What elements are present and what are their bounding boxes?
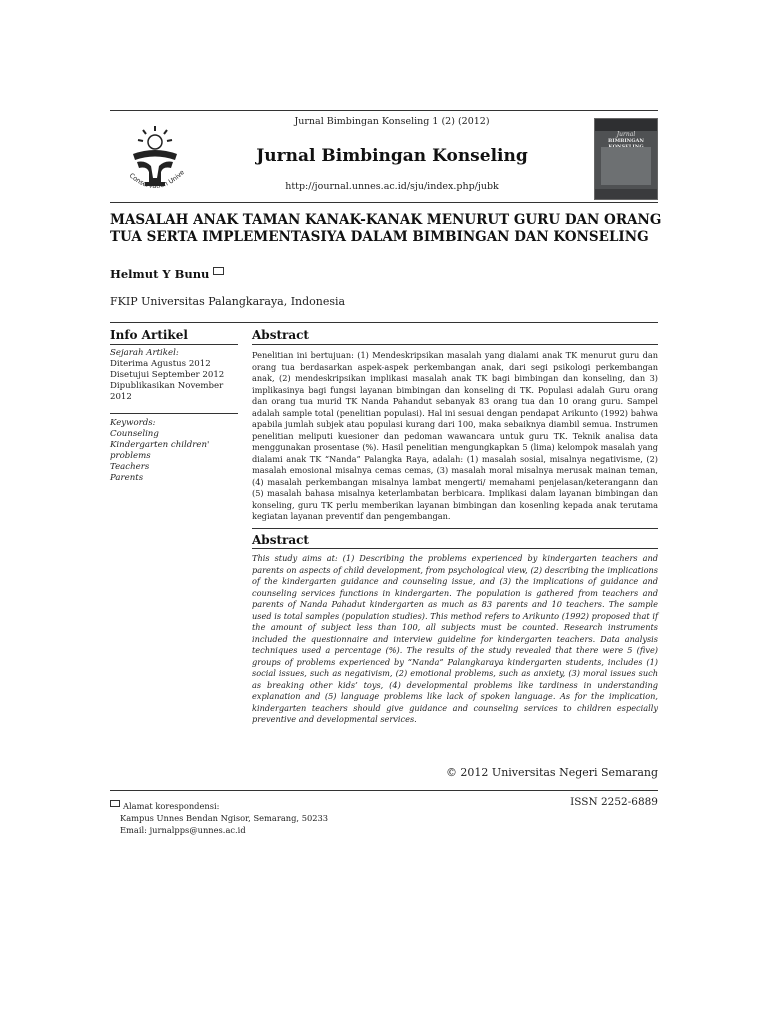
article-title-line1: MASALAH ANAK TAMAN KANAK-KANAK MENURUT GURU DAN ORANG bbox=[110, 212, 662, 228]
author bbox=[110, 267, 224, 281]
abstract-en-text: This study aims at: (1) Describing the problems experienced by kindergarten teachers and parents on aspects of child development, from psychological view, (2) describing the implications of the kindergarten guidance and counseling issue, and (3) the implications of guidance and counseling services functions in kindergarten. The population is gathered from teachers and parents of Nanda Pahadut kindergarten as much as 83 parents and 10 teachers. The sample used is total samples (population studies). This method refers to Arikunto (1992) proposed that if the amount of subject less than 100, all subjects must be counted. Research instruments included the questionnaire and interview guideline for kindergarten teachers. Data analysis techniques used a percentage (%). The results of the study revealed that there were 5 (five) groups of problems experienced by “Nanda” Palangkaraya kindergarten students, includes (1) social issues, such as negativism, (2) emotional problems, such as anxiety, (3) moral issues such as breaking other kids’ toys, (4) developmental problems like tardiness in understanding explanation and (5) language problems like lack of spoken language. As for the implication, kindergarten teachers should give guidance and counseling services to children especially preventive and developmental services. bbox=[252, 553, 658, 724]
header-rule bbox=[110, 202, 658, 203]
article-title-line2: TUA SERTA IMPLEMENTASIYA DALAM BIMBINGAN DAN KONSELING bbox=[110, 229, 649, 245]
history-rule bbox=[110, 413, 238, 414]
correspondence-address: Kampus Unnes Bendan Ngisor, Semarang, 50233 bbox=[120, 813, 329, 823]
abstract-divider bbox=[252, 528, 658, 529]
approved-date: Disetujui September 2012 bbox=[110, 370, 225, 380]
article-title bbox=[110, 212, 670, 246]
journal-title: Jurnal Bimbingan Konseling bbox=[256, 146, 528, 166]
published-date: Dipublikasikan November bbox=[110, 381, 224, 391]
info-underline bbox=[110, 344, 238, 345]
abstract-en-heading: Abstract bbox=[252, 533, 309, 547]
section-rule bbox=[110, 322, 658, 323]
keywords bbox=[110, 418, 209, 484]
keyword-item: Parents bbox=[110, 473, 144, 483]
university-logo bbox=[115, 120, 195, 200]
envelope-icon bbox=[213, 267, 224, 275]
author-name: Helmut Y Bunu bbox=[110, 267, 210, 281]
issn: ISSN 2252-6889 bbox=[570, 796, 658, 808]
top-rule bbox=[110, 110, 658, 111]
footer-rule bbox=[110, 790, 658, 791]
correspondence bbox=[110, 800, 328, 836]
abstract-id-text: Penelitian ini bertujuan: (1) Mendeskripsikan masalah yang dialami anak TK menurut guru dan orang tua berdasarkan aspek-aspek perkembangan anak, dari segi psikologi perkembangan anak, (2) mendeskripsikan implikasi masalah anak TK bagi bimbingan dan konseling, dan 3) implikasinya bagi fungsi layanan bimbingan dan konseling di TK. Populasi adalah Guru orang dan orang tua murid TK Nanda Pahandut sebanyak 83 orang tua dan 10 orang guru. Sampel adalah sample total (penelitian populasi). Hal ini sesuai dengan pendapat Arikunto (1992) bahwa apabila jumlah subjek atau populasi kurang dari 100, maka sebaiknya diambil semua. Instrumen penelitian meliputi kuesioner dan pedoman wawancara untuk guru TK. Teknik analisa data menggunakan prosentase (%). Hasil penelitian mengungkapkan 5 (lima) kelompok masalah yang dialami anak TK “Nanda” Palangka Raya, adalah: (1) masalah sosial, misalnya negativisme, (2) masalah emosional misalnya cemas cemas, (3) masalah moral misalnya merusak mainan teman, (4) masalah perkembangan misalnya lambat mengerti/ memahami penjelasan/keterangann dan (5) masalah bahasa misalnya keterlambatan berbicara. Implikasi dalam layanan bimbingan dan konseling, guru TK perlu memberikan layanan bimbingan dan kosenling kepada anak terutama kegiatan layanan preventif dan pengembangan. bbox=[252, 350, 658, 521]
received-date: Diterima Agustus 2012 bbox=[110, 359, 211, 369]
keyword-item: Kindergarten children' bbox=[110, 440, 210, 450]
copyright: © 2012 Universitas Negeri Semarang bbox=[445, 766, 658, 779]
history-label: Sejarah Artikel: bbox=[110, 348, 179, 358]
abstract-en-underline bbox=[252, 548, 658, 549]
journal-url-link[interactable]: http://journal.unnes.ac.id/sju/index.php/jubk bbox=[285, 181, 499, 192]
keyword-item: Teachers bbox=[110, 462, 150, 472]
correspondence-label: Alamat korespondensi: bbox=[123, 801, 220, 811]
keyword-item: Counseling bbox=[110, 429, 159, 439]
logo-caption: Conservation Unive bbox=[127, 168, 186, 191]
abstract-id-heading: Abstract bbox=[252, 328, 309, 342]
info-heading: Info Artikel bbox=[110, 328, 188, 342]
cover-title: Jurnal bbox=[616, 131, 636, 138]
envelope-icon bbox=[110, 800, 120, 807]
keywords-label: Keywords: bbox=[110, 418, 156, 428]
affiliation: FKIP Universitas Palangkaraya, Indonesia bbox=[110, 295, 346, 308]
correspondence-email[interactable]: Email: jurnalpps@unnes.ac.id bbox=[120, 825, 246, 835]
published-year: 2012 bbox=[110, 392, 132, 402]
abstract-id-underline bbox=[252, 344, 658, 345]
article-history bbox=[110, 348, 224, 403]
cover-subtitle: BIMBINGAN bbox=[608, 138, 644, 144]
journal-cover-image bbox=[594, 118, 658, 200]
keyword-item: problems bbox=[110, 451, 151, 461]
journal-issue: Jurnal Bimbingan Konseling 1 (2) (2012) bbox=[294, 116, 490, 127]
